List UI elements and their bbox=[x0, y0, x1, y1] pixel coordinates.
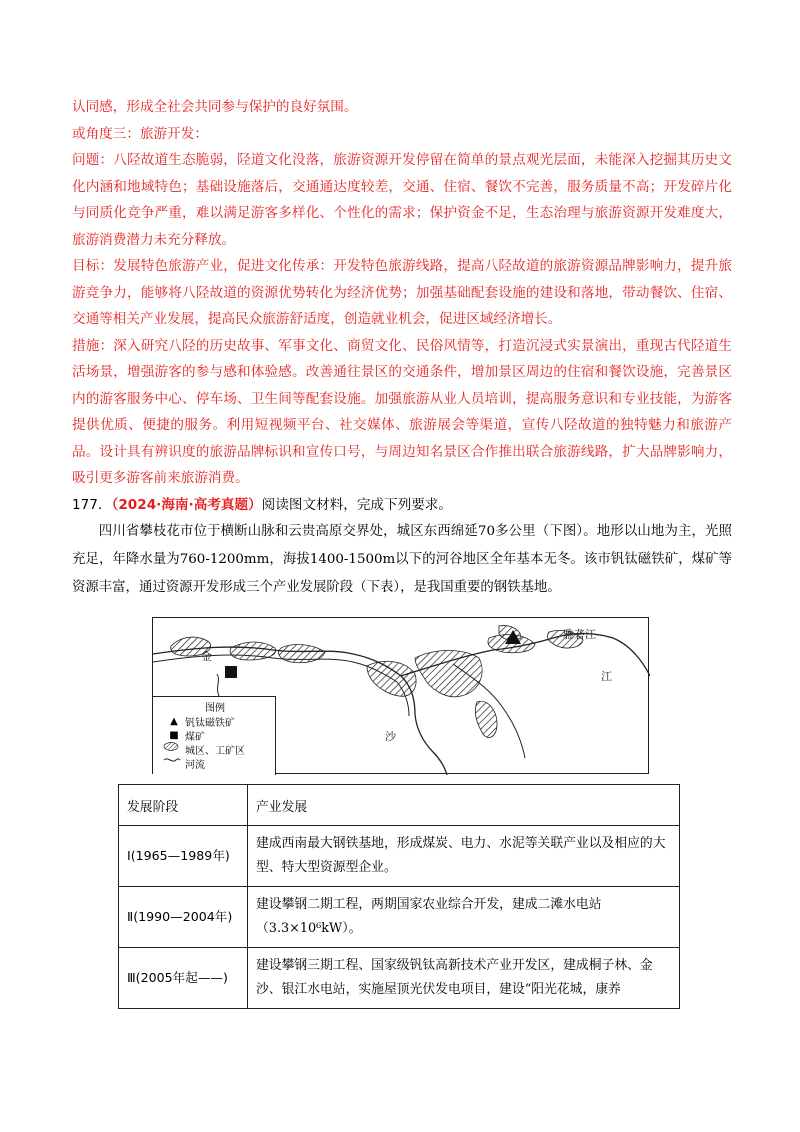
question-material: 四川省攀枝花市位于横断山脉和云贵高原交界处，城区东西绵延70多公里（下图）。地形以山地为主，光照充足，年降水量为760-1200mm，海拔1400-1500m以下的河谷地区全年基本无冬。该市钒钛磁铁矿，煤矿等资源丰富，通过资源开发形成三个产业发展阶段（下表），是我国重要的钢铁基地。 bbox=[72, 523, 732, 595]
header-stage: 发展阶段 bbox=[119, 785, 248, 826]
map-label-jin: 金 bbox=[201, 650, 212, 663]
table-row bbox=[119, 887, 680, 948]
answer-problem: 问题：八陉故道生态脆弱，陉道文化没落，旅游资源开发停留在简单的景点观光层面，未能深入挖掘其历史文化内涵和地域特色；基础设施落后，交通通达度较差，交通、住宿、餐饮不完善，服务质量不高；开发碎片化与同质化竞争严重，难以满足游客多样化、个性化的需求；保护资金不足，生态治理与旅游资源开发难度大，旅游消费潜力未充分释放。 bbox=[72, 152, 732, 248]
table-row bbox=[119, 826, 680, 887]
coal-mine-square-icon bbox=[225, 666, 237, 678]
legend-item-urban bbox=[163, 742, 245, 756]
answer-section bbox=[72, 94, 732, 602]
urban-area-6 bbox=[475, 701, 497, 737]
desc-cell: 建设攀钢二期工程，两期国家农业综合开发，建成二滩水电站（3.3×10⁶kW）。 bbox=[248, 887, 680, 948]
map-label-jiang: 江 bbox=[601, 670, 612, 683]
legend-item-river bbox=[163, 756, 205, 770]
legend-label-urban: 城区、工矿区 bbox=[185, 745, 245, 757]
question-source: （2024·海南·高考真题） bbox=[111, 496, 262, 513]
table-row bbox=[119, 948, 680, 1009]
map-label-sha: 沙 bbox=[385, 730, 396, 743]
square-icon: ■ bbox=[169, 729, 179, 741]
legend-label-river: 河流 bbox=[185, 759, 205, 771]
legend-label-coal: 煤矿 bbox=[185, 731, 205, 743]
legend-item-coal bbox=[163, 728, 205, 742]
answer-text bbox=[72, 94, 732, 492]
map-legend bbox=[153, 696, 276, 775]
answer-goal: 目标：发展特色旅游产业，促进文化传承：开发特色旅游线路，提高八陉故道的旅游资源品牌影响力，提升旅游竞争力，能够将八陉故道的资源优势转化为经济优势；加强基础配套设施的建设和落地，带动餐饮、住宿、交通等相关产业发展，提高民众旅游舒适度，创造就业机会，促进区域经济增长。 bbox=[72, 258, 732, 327]
stage-cell: Ⅰ(1965—1989年) bbox=[119, 826, 248, 887]
urban-area-2 bbox=[230, 642, 276, 660]
answer-line-0: 认同感，形成全社会共同参与保护的良好氛围。 bbox=[72, 99, 358, 115]
urban-area-4 bbox=[367, 661, 416, 696]
legend-item-iron bbox=[163, 714, 235, 728]
angle-title: 或角度三：旅游开发： bbox=[72, 125, 208, 142]
desc-cell: 建成西南最大钢铁基地，形成煤炭、电力、水泥等关联产业以及相应的大型、特大型资源型企业。 bbox=[248, 826, 680, 887]
stage-cell: Ⅱ(1990—2004年) bbox=[119, 887, 248, 948]
answer-measures: 措施：深入研究八陉的历史故事、军事文化、商贸文化、民俗风情等，打造沉浸式实景演出，重现古代陉道生活场景，增强游客的参与感和体验感。改善通往景区的交通条件，增加景区周边的住宿和餐饮设施，完善景区内的游客服务中心、停车场、卫生间等配套设施。加强旅游从业人员培训，提高服务意识和专业技能，为游客提供优质、便捷的服务。利用短视频平台、社交媒体、旅游展会等渠道，宣传八陉故道的独特魅力和旅游产品。设计具有辨识度的旅游品牌标识和宣传口号，与周边知名景区合作推出联合旅游线路，扩大品牌影响力，吸引更多游客前来旅游消费。 bbox=[72, 337, 732, 486]
legend-label-iron: 钒钛磁铁矿 bbox=[185, 717, 235, 729]
small-river bbox=[217, 674, 219, 696]
header-industry: 产业发展 bbox=[248, 785, 680, 826]
industry-stages-table bbox=[118, 784, 680, 1009]
question-number: 177． bbox=[72, 496, 112, 513]
desc-cell: 建设攀钢三期工程、国家级钒钛高新技术产业开发区，建成桐子林、金沙、银江水电站，实施屋顶光伏发电项目，建设“阳光花城，康养 bbox=[248, 948, 680, 1009]
legend-title: 图例 bbox=[205, 703, 225, 714]
stage-cell: Ⅲ(2005年起——) bbox=[119, 948, 248, 1009]
map-label-yalong: 雅砻江 bbox=[563, 628, 596, 641]
question-prompt: 阅读图文材料，完成下列要求。 bbox=[261, 496, 452, 513]
table-header-row bbox=[119, 785, 680, 826]
panzhihua-map bbox=[152, 617, 649, 774]
triangle-icon: ▲ bbox=[170, 715, 178, 727]
urban-area-5 bbox=[415, 651, 482, 697]
urban-area-3 bbox=[279, 645, 325, 663]
question-header bbox=[72, 492, 732, 518]
